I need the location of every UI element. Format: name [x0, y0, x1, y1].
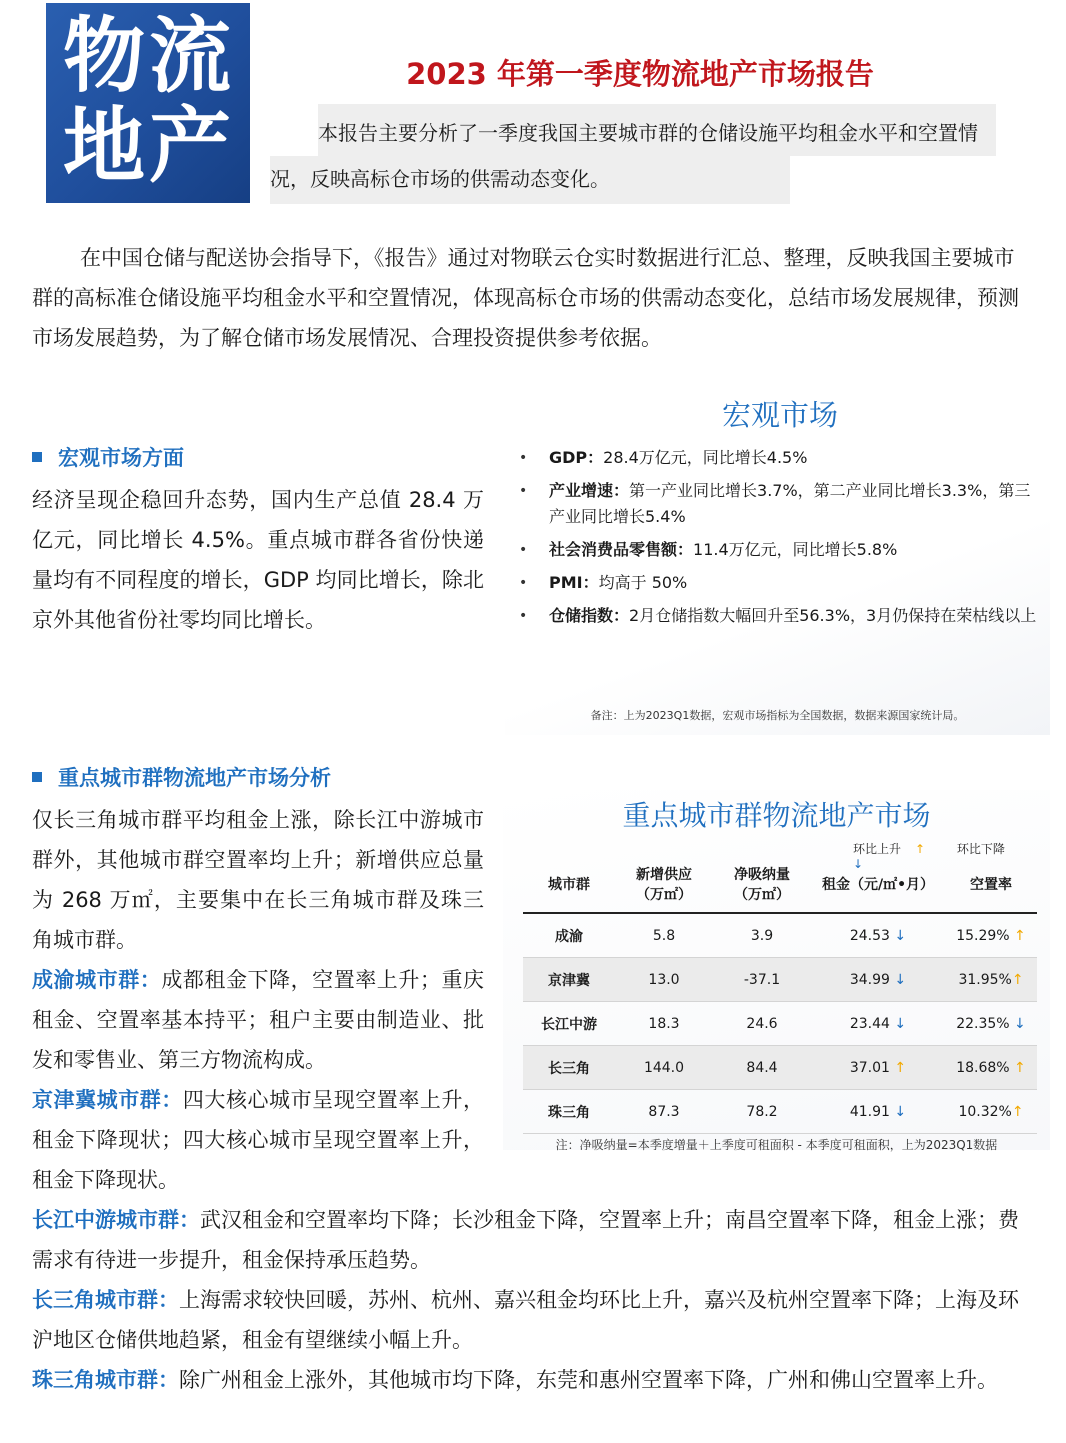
city-section-title-text: 重点城市群物流地产市场分析 [58, 766, 331, 790]
cell-vacancy [945, 958, 1037, 1002]
macro-bullet [519, 445, 1039, 471]
macro-bullet [519, 478, 1039, 530]
cell-supply: 5.8 [615, 913, 713, 958]
group-text: 武汉租金和空置率均下降；长沙租金下降，空置率上升；南昌空置率下降，租金上涨；费需求有待进一步提升，租金保持承压趋势。 [32, 1208, 1019, 1272]
macro-section-title [32, 442, 184, 474]
bullet-label: GDP： [549, 448, 604, 467]
city-text-wide [32, 1200, 1032, 1400]
vacancy-value: 18.68% [956, 1059, 1010, 1076]
bullet-label: 产业增速： [549, 481, 630, 500]
bullet-text: 11.4万亿元，同比增长5.8% [693, 540, 898, 559]
vacancy-value: 22.35% [956, 1015, 1010, 1032]
group-text: 上海需求较快回暖，苏州、杭州、嘉兴租金均环比上升，嘉兴及杭州空置率下降；上海及环沪地区仓储供地趋紧，租金有望继续小幅上升。 [32, 1288, 1019, 1352]
vacancy-value: 15.29% [956, 927, 1010, 944]
rent-value: 41.91 [849, 1103, 890, 1120]
bullet-text: 28.4万亿元，同比增长4.5% [603, 448, 808, 467]
col-header-city: 城市群 [523, 858, 615, 913]
col-header-rent: 租金（元/㎡•月） [811, 858, 945, 913]
cell-supply: 144.0 [615, 1046, 713, 1090]
macro-section-title-text: 宏观市场方面 [58, 446, 184, 470]
page-title: 2023 年第一季度物流地产市场报告 [406, 57, 874, 91]
cell-vacancy [945, 1090, 1037, 1134]
cell-city: 成渝 [523, 913, 615, 958]
legend-up [853, 842, 939, 856]
cell-rent [811, 1002, 945, 1046]
arrow-down-icon: ↓ [1014, 1015, 1026, 1032]
macro-bullet [519, 537, 1039, 563]
arrow-down-icon: ↓ [894, 1015, 907, 1032]
arrow-up-icon: ↑ [1011, 971, 1024, 988]
city-summary: 仅长三角城市群平均租金上涨，除长江中游城市群外，其他城市群空置率均上升；新增供应总量为 268 万㎡，主要集中在长三角城市群及珠三角城市群。 [32, 808, 484, 952]
group-text: 四大核心城市呈现空置率上升，租金下降现状；四大核心城市呈现空置率上升，租金下降现状。 [32, 1088, 485, 1192]
macro-bullet [519, 570, 1039, 596]
cell-city: 长江中游 [523, 1002, 615, 1046]
bullet-label: 社会消费品零售额： [549, 540, 694, 559]
cell-rent [811, 913, 945, 958]
rent-value: 37.01 [849, 1059, 890, 1076]
bullet-dot-icon: • [519, 450, 528, 466]
table-note: 注：净吸纳量=本季度增量＋上季度可租面积 - 本季度可租面积，上为2023Q1数据 [555, 1138, 998, 1152]
macro-text: 经济呈现企稳回升态势，国内生产总值 28.4 万亿元，同比增长 4.5%。重点城市群各省份快递量均有不同程度的增长，GDP 均同比增长，除北京外其他省份社零均同比增长。 [32, 488, 484, 632]
table-row [523, 1002, 1037, 1046]
city-table-panel [503, 790, 1050, 1150]
bullet-text: 均高于 50% [598, 573, 688, 592]
cell-absorb: 3.9 [713, 913, 811, 958]
table-row [523, 1090, 1037, 1134]
macro-panel [505, 385, 1050, 735]
bullet-text: 第一产业同比增长3.7%，第二产业同比增长3.3%，第三产业同比增长5.4% [549, 481, 1031, 526]
arrow-up-icon: ↑ [1011, 1103, 1024, 1120]
cell-absorb: 24.6 [713, 1002, 811, 1046]
rent-value: 24.53 [849, 927, 890, 944]
macro-bullet [519, 603, 1039, 629]
group-name: 长三角城市群： [32, 1288, 179, 1312]
bullet-dot-icon: • [519, 542, 528, 558]
vacancy-value: 31.95% [958, 971, 1012, 988]
arrow-up-icon: ↑ [894, 1059, 907, 1076]
cell-supply: 18.3 [615, 1002, 713, 1046]
city-section-title [32, 762, 331, 794]
cell-supply: 87.3 [615, 1090, 713, 1134]
bullet-label: 仓储指数： [549, 606, 630, 625]
arrow-down-icon: ↓ [894, 971, 907, 988]
macro-note: 备注：上为2023Q1数据，宏观市场指标为全国数据，数据来源国家统计局。 [590, 709, 965, 722]
legend-down-label: 环比下降 [956, 842, 1005, 856]
rent-value: 34.99 [849, 971, 890, 988]
city-data-table [523, 858, 1037, 1134]
vacancy-value: 10.32% [958, 1103, 1012, 1120]
cell-vacancy [945, 1002, 1037, 1046]
table-header-row [523, 858, 1037, 913]
cell-supply: 13.0 [615, 958, 713, 1002]
rent-value: 23.44 [849, 1015, 890, 1032]
logo-line-2: 地产 [62, 99, 235, 194]
logo-line-1: 物流 [62, 9, 235, 104]
arrow-down-icon: ↓ [853, 857, 864, 871]
cell-city: 京津冀 [523, 958, 615, 1002]
intro-summary: 本报告主要分析了一季度我国主要城市群的仓储设施平均租金水平和空置情况，反映高标仓市场的供需动态变化。 [270, 121, 978, 191]
cell-city: 珠三角 [523, 1090, 615, 1134]
table-row [523, 913, 1037, 958]
group-text: 成都租金下降，空置率上升；重庆租金、空置率基本持平；租户主要由制造业、批发和零售业、第三方物流构成。 [32, 968, 485, 1072]
intro-paragraph: 在中国仓储与配送协会指导下，《报告》通过对物联云仓实时数据进行汇总、整理，反映我国主要城市群的高标准仓储设施平均租金水平和空置情况，体现高标仓市场的供需动态变化，总结市场发展规律，预测市场发展趋势，为了解仓储市场发展情况、合理投资提供参考依据。 [32, 246, 1019, 350]
arrow-up-icon: ↑ [1014, 1059, 1026, 1076]
city-text-column [32, 800, 484, 1200]
arrow-up-icon: ↑ [915, 842, 926, 856]
cell-absorb: 78.2 [713, 1090, 811, 1134]
col-header-supply: 新增供应 （万㎡） [615, 858, 713, 913]
col-header-vacancy: 空置率 [945, 858, 1037, 913]
table-row [523, 958, 1037, 1002]
cell-absorb: 84.4 [713, 1046, 811, 1090]
bullet-dot-icon: • [519, 575, 528, 591]
square-bullet-icon [32, 772, 42, 782]
table-row [523, 1046, 1037, 1090]
group-text: 除广州租金上涨外，其他城市均下降，东莞和惠州空置率下降，广州和佛山空置率上升。 [179, 1368, 998, 1392]
cell-rent [811, 958, 945, 1002]
macro-panel-heading: 宏观市场 [721, 398, 838, 432]
cell-absorb: -37.1 [713, 958, 811, 1002]
col-header-absorb: 净吸纳量 （万㎡） [713, 858, 811, 913]
cell-city: 长三角 [523, 1046, 615, 1090]
arrow-up-icon: ↑ [1014, 927, 1026, 944]
bullet-dot-icon: • [519, 483, 528, 499]
square-bullet-icon [32, 452, 42, 462]
arrow-down-icon: ↓ [894, 927, 907, 944]
cell-vacancy [945, 913, 1037, 958]
cell-vacancy [945, 1046, 1037, 1090]
arrow-down-icon: ↓ [894, 1103, 907, 1120]
bullet-dot-icon: • [519, 608, 528, 624]
group-name: 珠三角城市群： [32, 1368, 179, 1392]
group-name: 长江中游城市群： [32, 1208, 200, 1232]
cell-rent [811, 1090, 945, 1134]
cell-rent [811, 1046, 945, 1090]
legend-up-label: 环比上升 [853, 842, 902, 856]
macro-bullet-list [519, 445, 1039, 636]
group-name: 京津冀城市群： [32, 1088, 183, 1112]
group-name: 成渝城市群： [32, 968, 162, 992]
bullet-text: 2月仓储指数大幅回升至56.3%，3月仍保持在荣枯线以上 [629, 606, 1037, 625]
logo-block [46, 3, 250, 203]
bullet-label: PMI： [549, 573, 599, 592]
table-heading: 重点城市群物流地产市场 [622, 799, 931, 832]
